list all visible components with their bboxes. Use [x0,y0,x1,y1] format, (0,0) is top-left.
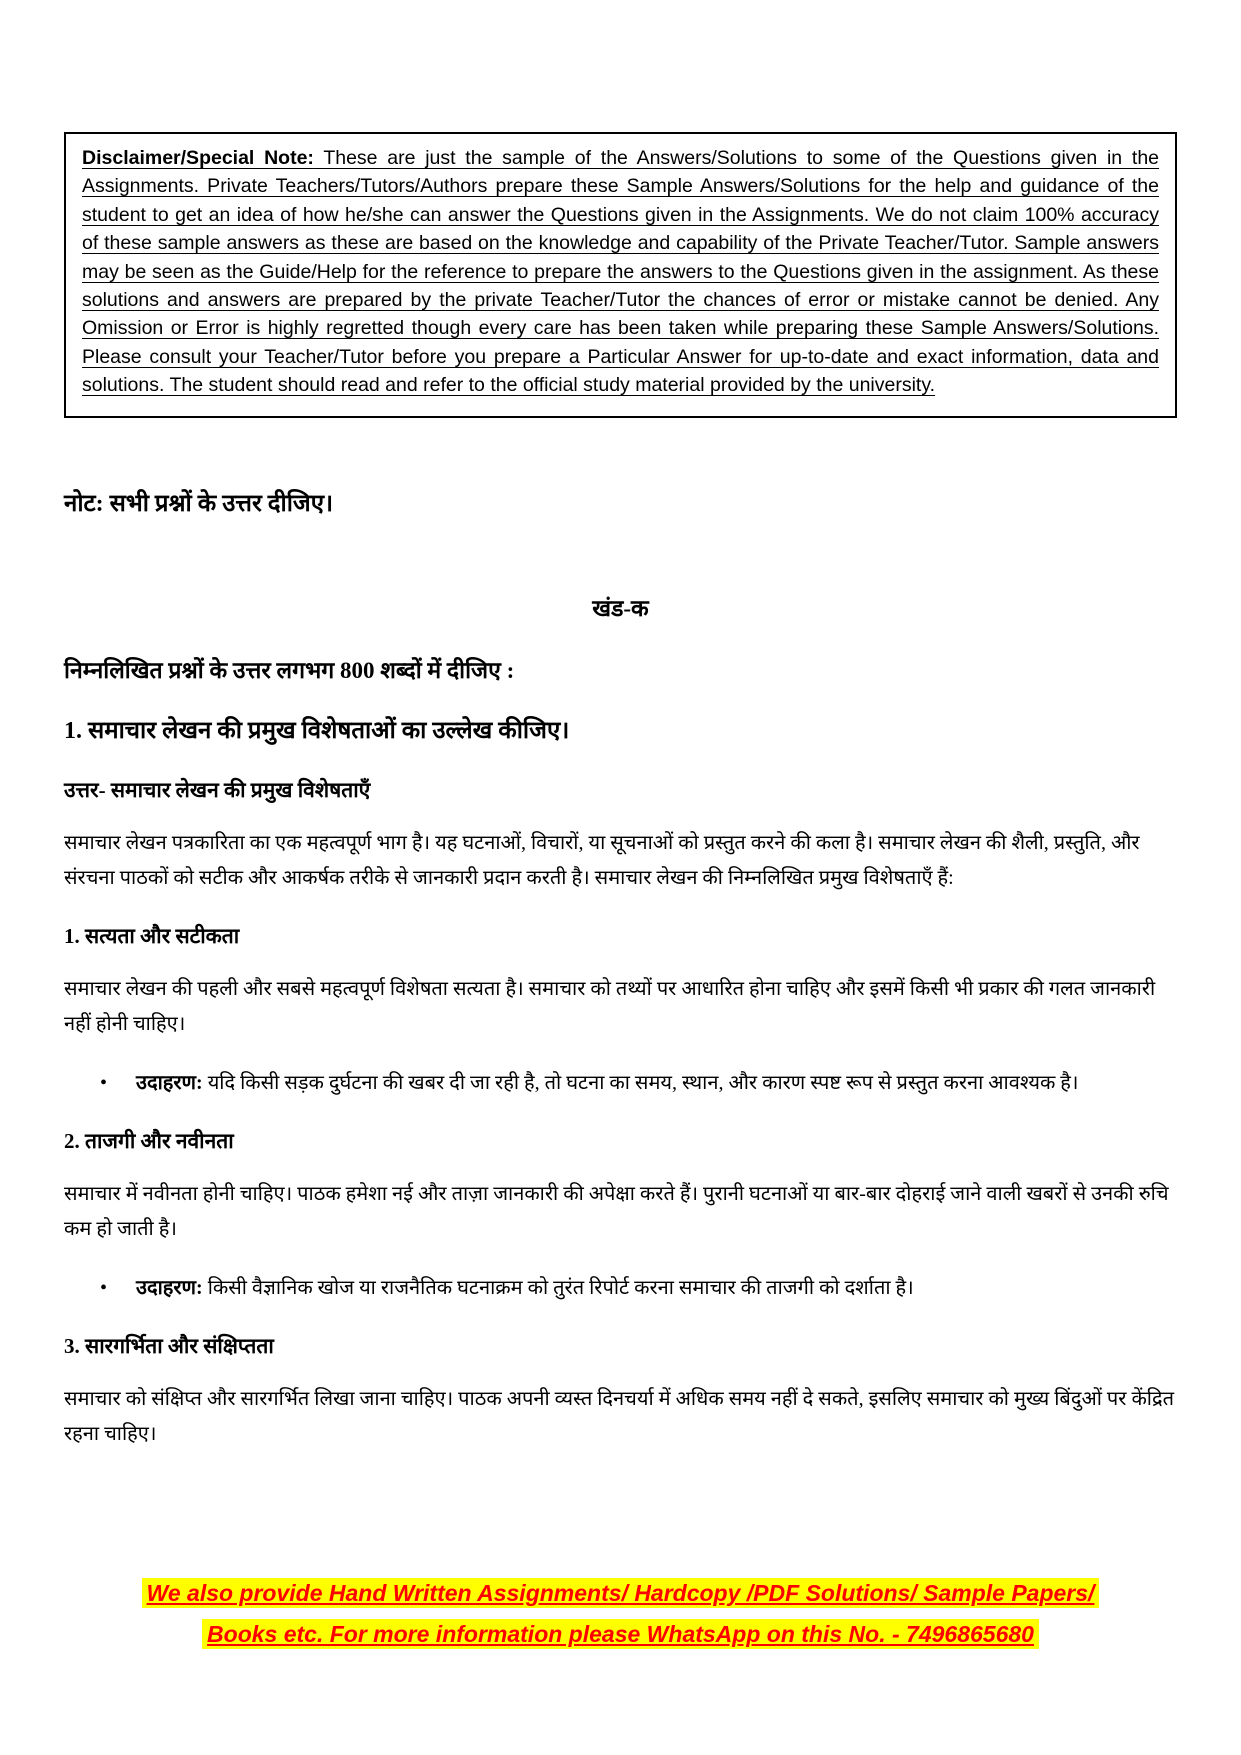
point-1-body: समाचार लेखन की पहली और सबसे महत्वपूर्ण विशेषता सत्यता है। समाचार को तथ्यों पर आधारित होना चाहिए और इसमें किसी भी प्रकार की गलत जानकारी नहीं होनी चाहिए। [64,977,1156,1035]
section-instruction: निम्नलिखित प्रश्नों के उत्तर लगभग 800 शब्दों में दीजिए : [64,657,515,683]
point-2-example-item [64,1271,1177,1306]
example-body: यदि किसी सड़क दुर्घटना की खबर दी जा रही है, तो घटना का समय, स्थान, और कारण स्पष्ट रूप से प्रस्तुत करना आवश्यक है। [202,1071,1079,1094]
point-3-heading: 3. सारगर्भिता और संक्षिप्तता [64,1333,274,1358]
answer-intro-paragraph: समाचार लेखन पत्रकारिता का एक महत्वपूर्ण भाग है। यह घटनाओं, विचारों, या सूचनाओं को प्रस्तुत करने की कला है। समाचार लेखन की शैली, प्रस्तुति, और संरचना पाठकों को सटीक और आकर्षक तरीके से जानकारी प्रदान करती है। समाचार लेखन की निम्नलिखित प्रमुख विशेषताएँ हैं: [64,831,1140,889]
question-1-title: 1. समाचार लेखन की प्रमुख विशेषताओं का उल्लेख कीजिए। [64,717,570,744]
point-2-heading: 2. ताजगी और नवीनता [64,1128,234,1153]
disclaimer-body: These are just the sample of the Answers/Solutions to some of the Questions given in the Assignments. Private Teachers/Tutors/Authors prepare these Sample Answers/Solutions for the help and guidance of the student to get an idea of how he/she can answer the Questions given in the Assignments. We do not claim 100% accuracy of these sample answers as these are based on the knowledge and capability of the Private Teacher/Tutor. Sample answers may be seen as the Guide/Help for the reference to prepare the answers to the Questions given in the assignment. As these solutions and answers are prepared by the private Teacher/Tutor the chances of error or mistake cannot be denied. Any Omission or Error is highly regretted though every care has been taken while preparing these Sample Answers/Solutions. Please consult your Teacher/Tutor before you prepare a Particular Answer for up-to-date and exact information, data and solutions. The student should read and refer to the official study material provided by the university. [82,147,1160,397]
point-2-example-text [136,1271,1177,1306]
point-1-example-item [64,1066,1177,1101]
footer-line-2: Books etc. For more information please WhatsApp on this No. - 7496865680 [202,1619,1039,1649]
answer-label: उत्तर- [64,777,106,802]
bullet-icon: • [100,1071,108,1094]
example-body: किसी वैज्ञानिक खोज या राजनैतिक घटनाक्रम को तुरंत रिपोर्ट करना समाचार की ताजगी को दर्शाता है। [202,1276,914,1299]
footer-banner [0,1573,1241,1655]
point-1-example-text [136,1066,1177,1101]
point-3-body: समाचार को संक्षिप्त और सारगर्भित लिखा जाना चाहिए। पाठक अपनी व्यस्त दिनचर्या में अधिक समय नहीं दे सकते, इसलिए समाचार को मुख्य बिंदुओं पर केंद्रित रहना चाहिए। [64,1387,1174,1445]
answer-heading-text: समाचार लेखन की प्रमुख विशेषताएँ [105,777,371,802]
example-label: उदाहरण: [136,1276,203,1299]
point-1-heading: 1. सत्यता और सटीकता [64,923,240,948]
section-title: खंड-क [592,595,649,621]
disclaimer-label: Disclaimer/Special Note: [82,147,314,169]
disclaimer-text [82,144,1159,400]
disclaimer-box [64,132,1177,418]
point-2-body: समाचार में नवीनता होनी चाहिए। पाठक हमेशा नई और ताज़ा जानकारी की अपेक्षा करते हैं। पुरानी घटनाओं या बार-बार दोहराई जाने वाली खबरों से उनकी रुचि कम हो जाती है। [64,1182,1169,1240]
answer-heading [64,776,1177,804]
footer-line-1: We also provide Hand Written Assignments/ Hardcopy /PDF Solutions/ Sample Papers/ [142,1578,1100,1608]
note-line: नोट: सभी प्रश्नों के उत्तर दीजिए। [64,490,334,517]
bullet-icon: • [100,1276,108,1299]
example-label: उदाहरण: [136,1071,203,1094]
